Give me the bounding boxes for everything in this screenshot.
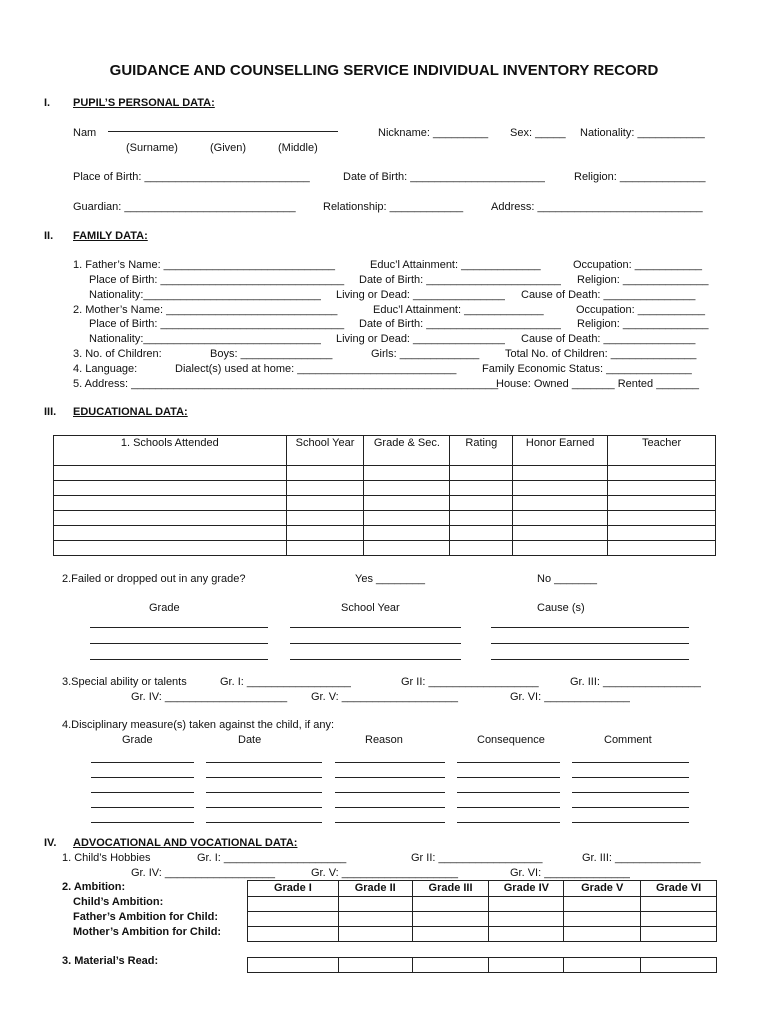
failed-yes-field[interactable]: Yes ________ [355,573,425,585]
disciplinary-question: 4.Disciplinary measure(s) taken against the child, if any: [62,719,335,731]
mother-nationality-field[interactable]: Nationality:_____________________________ [89,333,321,345]
column-header: Rating [450,436,513,466]
name-label: Nam [73,127,97,139]
failed-year-line[interactable] [290,627,461,628]
surname-caption: (Surname) [126,142,178,154]
mother-dob-field[interactable]: Date of Birth: ______________________ [359,318,561,330]
talent-gr2-field[interactable]: Gr II: __________________ [401,676,539,688]
mother-pob-field[interactable]: Place of Birth: ______________________________ [89,318,345,330]
family-address-field[interactable]: 5. Address: ____________________________________________________________ [73,378,499,390]
table-row[interactable] [54,496,716,511]
mother-cause-field[interactable]: Cause of Death: _______________ [521,333,696,345]
disciplinary-line[interactable] [206,777,322,778]
column-header: Grade IV [489,881,564,897]
disciplinary-line[interactable] [572,777,689,778]
father-name-field[interactable]: 1. Father’s Name: ____________________________ [73,259,335,271]
failed-grade-line[interactable] [90,627,268,628]
hobby-gr6-field[interactable]: Gr. VI: ______________ [510,867,630,879]
section-number: III. [44,406,57,418]
section-heading-vocational: ADVOCATIONAL AND VOCATIONAL DATA: [73,837,298,849]
disciplinary-line[interactable] [91,822,194,823]
disc-comment-header: Comment [604,734,652,746]
sex-field[interactable]: Sex: _____ [510,127,566,139]
column-header: Honor Earned [513,436,608,466]
mother-living-field[interactable]: Living or Dead: _______________ [336,333,505,345]
column-header: Grade V [564,881,641,897]
disciplinary-line[interactable] [91,762,194,763]
talent-gr5-field[interactable]: Gr. V: ___________________ [311,691,459,703]
column-header: Grade VI [641,881,717,897]
hobby-gr2-field[interactable]: Gr II: _________________ [411,852,543,864]
disc-grade-header: Grade [122,734,153,746]
disciplinary-line[interactable] [572,792,689,793]
disciplinary-line[interactable] [206,762,322,763]
religion-field[interactable]: Religion: ______________ [574,171,706,183]
mother-name-field[interactable]: 2. Mother’s Name: ____________________________ [73,304,338,316]
column-header: Grade I [248,881,339,897]
total-children-field[interactable]: Total No. of Children: ______________ [505,348,697,360]
failed-cause-line[interactable] [491,659,689,660]
table-row[interactable] [54,526,716,541]
ambition-row-label: Mother’s Ambition for Child: [73,926,222,938]
disciplinary-line[interactable] [457,777,560,778]
father-religion-field[interactable]: Religion: ______________ [577,274,709,286]
disciplinary-line[interactable] [335,807,445,808]
column-header: Grade III [412,881,489,897]
place-of-birth-field[interactable]: Place of Birth: ___________________________ [73,171,310,183]
disciplinary-line[interactable] [335,822,445,823]
table-header-row [248,881,717,897]
column-header: 1. Schools Attended [54,436,287,466]
failed-cause-line[interactable] [491,643,689,644]
page-title: GUIDANCE AND COUNSELLING SERVICE INDIVIDUAL INVENTORY RECORD [109,62,659,79]
section-heading-educational: EDUCATIONAL DATA: [73,406,188,418]
talent-gr3-field[interactable]: Gr. III: ________________ [570,676,701,688]
table-header-row [54,436,716,466]
section-number: I. [44,97,51,109]
section-number: IV. [44,837,57,849]
nationality-field[interactable]: Nationality: ___________ [580,127,705,139]
father-living-field[interactable]: Living or Dead: _______________ [336,289,505,301]
table-row[interactable] [54,466,716,481]
disciplinary-line[interactable] [91,777,194,778]
girls-field[interactable]: Girls: _____________ [371,348,480,360]
table-row[interactable] [54,541,716,556]
column-header: Grade II [338,881,412,897]
disciplinary-line[interactable] [335,762,445,763]
father-cause-field[interactable]: Cause of Death: _______________ [521,289,696,301]
relationship-field[interactable]: Relationship: ____________ [323,201,464,213]
dialect-field[interactable]: Dialect(s) used at home: __________________________ [175,363,457,375]
disciplinary-line[interactable] [457,762,560,763]
mother-educ-field[interactable]: Educ’l Attainment: _____________ [373,304,544,316]
table-row[interactable] [248,912,717,927]
talent-gr1-field[interactable]: Gr. I: _________________ [220,676,351,688]
section-heading-personal: PUPIL’S PERSONAL DATA: [73,97,215,109]
ambition-row-label: Child’s Ambition: [73,896,164,908]
failed-grade-line[interactable] [90,659,268,660]
table-row[interactable] [248,927,717,942]
disc-date-header: Date [238,734,262,746]
hobby-gr4-field[interactable]: Gr. IV: __________________ [131,867,275,879]
disc-reason-header: Reason [365,734,403,746]
table-row[interactable] [54,481,716,496]
column-header: Teacher [608,436,716,466]
children-label: 3. No. of Children: [73,348,162,360]
disciplinary-line[interactable] [572,807,689,808]
failed-year-line[interactable] [290,643,461,644]
failed-year-line[interactable] [290,659,461,660]
disciplinary-line[interactable] [335,777,445,778]
disciplinary-line[interactable] [457,792,560,793]
material-read-table [247,957,717,973]
table-row[interactable] [54,511,716,526]
father-educ-field[interactable]: Educ’l Attainment: _____________ [370,259,541,271]
guardian-field[interactable]: Guardian: ____________________________ [73,201,296,213]
column-header: Grade & Sec. [364,436,450,466]
schools-table [53,435,716,556]
disciplinary-line[interactable] [572,762,689,763]
ambition-table [247,880,717,942]
name-field[interactable] [108,131,338,132]
disciplinary-line[interactable] [206,822,322,823]
address-field[interactable]: Address: ___________________________ [491,201,703,213]
disciplinary-line[interactable] [457,807,560,808]
father-occupation-field[interactable]: Occupation: ___________ [573,259,703,271]
material-read-label: 3. Material’s Read: [62,955,159,967]
father-pob-field[interactable]: Place of Birth: ______________________________ [89,274,345,286]
mother-occupation-field[interactable]: Occupation: ___________ [576,304,706,316]
disciplinary-line[interactable] [91,792,194,793]
failed-no-field[interactable]: No _______ [537,573,597,585]
middle-caption: (Middle) [278,142,318,154]
given-caption: (Given) [210,142,247,154]
language-label: 4. Language: [73,363,138,375]
failed-grade-line[interactable] [90,643,268,644]
disciplinary-line[interactable] [572,822,689,823]
nickname-field[interactable]: Nickname: _________ [378,127,489,139]
disc-consequence-header: Consequence [477,734,545,746]
talent-gr4-field[interactable]: Gr. IV: ____________________ [131,691,288,703]
economic-status-field[interactable]: Family Economic Status: ______________ [482,363,692,375]
section-heading-family: FAMILY DATA: [73,230,148,242]
boys-field[interactable]: Boys: _______________ [210,348,333,360]
ambition-label: 2. Ambition: [62,881,126,893]
failed-question: 2.Failed or dropped out in any grade? [62,573,246,585]
table-row[interactable] [248,958,717,973]
disciplinary-line[interactable] [457,822,560,823]
date-of-birth-field[interactable]: Date of Birth: ______________________ [343,171,545,183]
house-field[interactable]: House: Owned _______ Rented _______ [496,378,700,390]
ambition-row-label: Father’s Ambition for Child: [73,911,219,923]
disciplinary-line[interactable] [206,792,322,793]
father-nationality-field[interactable]: Nationality:_____________________________ [89,289,321,301]
failed-year-header: School Year [341,602,400,614]
hobby-gr1-field[interactable]: Gr. I: ____________________ [197,852,347,864]
disciplinary-line[interactable] [206,807,322,808]
hobbies-label: 1. Child’s Hobbies [62,852,151,864]
mother-religion-field[interactable]: Religion: ______________ [577,318,709,330]
hobby-gr3-field[interactable]: Gr. III: ______________ [582,852,701,864]
failed-cause-header: Cause (s) [537,602,585,614]
father-dob-field[interactable]: Date of Birth: ______________________ [359,274,561,286]
failed-grade-header: Grade [149,602,180,614]
column-header: School Year [286,436,364,466]
disciplinary-line[interactable] [335,792,445,793]
disciplinary-line[interactable] [91,807,194,808]
section-number: II. [44,230,54,242]
hobby-gr5-field[interactable]: Gr. V: ___________________ [311,867,459,879]
failed-cause-line[interactable] [491,627,689,628]
talent-gr6-field[interactable]: Gr. VI: ______________ [510,691,630,703]
talents-label: 3.Special ability or talents [62,676,187,688]
table-row[interactable] [248,897,717,912]
